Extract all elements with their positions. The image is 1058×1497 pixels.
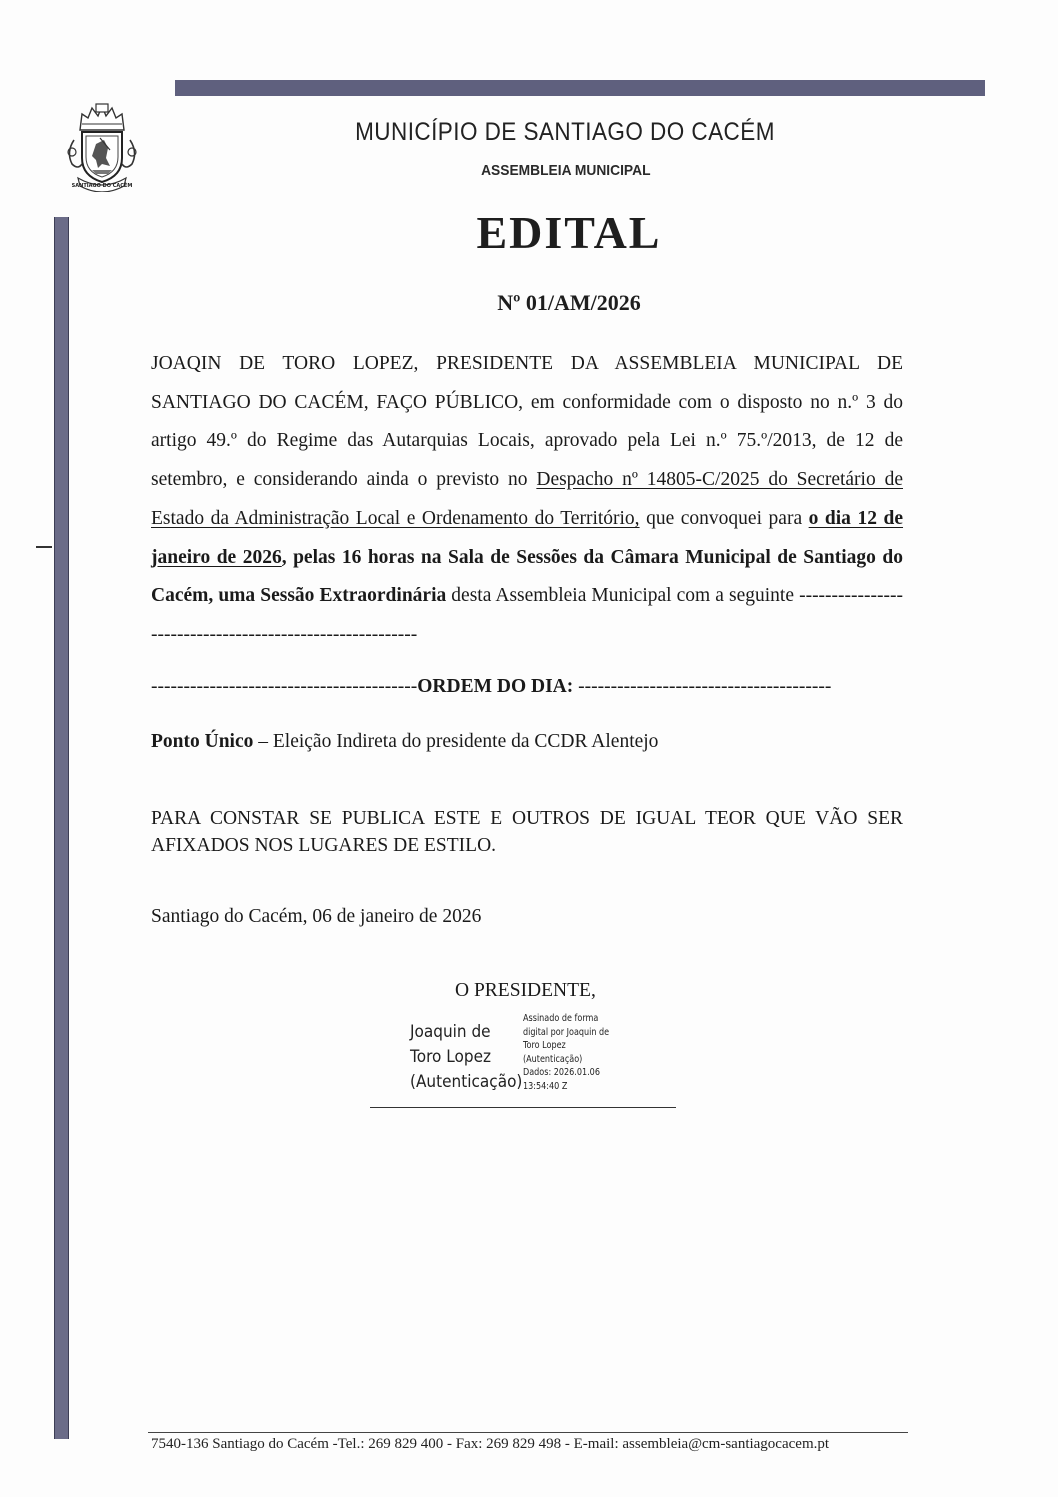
municipality-name: MUNICÍPIO DE SANTIAGO DO CACÉM [355, 118, 775, 146]
session-date: o dia 12 de janeiro de 2026 [151, 507, 904, 568]
notice-body [151, 345, 903, 655]
svg-text:SANTIAGO DO CACÉM: SANTIAGO DO CACÉM [71, 183, 133, 189]
closing-statement: PARA CONSTAR SE PUBLICA ESTE E OUTROS DE IGUAL TEOR QUE VÃO SER AFIXADOS NOS LUGARES DE ESTILO. [151, 808, 903, 856]
signatory-role: O PRESIDENTE, [455, 980, 596, 1001]
signature-meta-line: 13:54:40 Z [523, 1080, 568, 1092]
body-intro: JOAQIN DE TORO LOPEZ, PRESIDENTE DA ASSEMBLEIA MUNICIPAL DE SANTIAGO DO CACÉM, FAÇO PÚBLICO, em conformidade com o disposto no n.º 3 do artigo 49.º do Regime das Autarquias Locais, aprovado pela Lei n.º 75.º/2013, de 12 de setembro, e considerando ainda o previsto no [151, 353, 903, 491]
margin-fold-mark [36, 546, 52, 548]
signature-meta-line: Dados: 2026.01.06 [523, 1067, 600, 1078]
agenda-dashes-left: ----------------------------------------- [151, 676, 418, 697]
document-title: EDITAL [476, 207, 662, 258]
signature-meta-line: Assinado de forma [523, 1013, 599, 1024]
place-and-date: Santiago do Cacém, 06 de janeiro de 2026 [151, 906, 482, 927]
signature-name-line: Joaquin de [410, 1022, 491, 1042]
signature-line [370, 1107, 676, 1108]
left-decorative-bar [54, 217, 69, 1439]
signature-meta-line: Toro Lopez [523, 1040, 566, 1051]
footer-divider [148, 1432, 908, 1433]
department-name: ASSEMBLEIA MUNICIPAL [481, 162, 651, 179]
agenda-heading [151, 676, 903, 698]
digital-signature-metadata [523, 1012, 609, 1093]
signature-meta-line: digital por Joaquin de [523, 1026, 610, 1038]
agenda-dashes-right: --------------------------------------- [573, 676, 832, 697]
top-decorative-bar [175, 80, 985, 96]
body-trailing-dashes: --------------------------------------------------------- [151, 585, 903, 645]
agenda-item-label: Ponto Único [151, 731, 254, 752]
signature-meta-line: (Autenticação) [523, 1053, 583, 1065]
agenda-item [151, 731, 658, 753]
agenda-title: ORDEM DO DIA: [417, 676, 574, 697]
agenda-item-text: – Eleição Indireta do presidente da CCDR Alentejo [253, 731, 659, 752]
footer-contact: 7540-136 Santiago do Cacém -Tel.: 269 829 400 - Fax: 269 829 498 - E-mail: assembleia@cm-santiagocacem.pt [151, 1436, 830, 1452]
document-number: Nº 01/AM/2026 [497, 290, 641, 315]
despacho-reference: Despacho nº 14805-C/2025 do Secretário de Estado da Administração Local e Ordenamento do Território, [151, 469, 903, 529]
body-convocation: que convoquei para [639, 507, 809, 529]
signature-name-line: (Autenticação) [410, 1072, 523, 1092]
digital-signature-name [410, 1020, 522, 1095]
session-details: , pelas 16 horas na Sala de Sessões da Câmara Municipal de Santiago do Cacém, uma Sessão Extraordinária [151, 546, 903, 607]
signature-name-line: Toro Lopez [410, 1047, 492, 1067]
body-closing: desta Assembleia Municipal com a seguinte [446, 585, 800, 607]
